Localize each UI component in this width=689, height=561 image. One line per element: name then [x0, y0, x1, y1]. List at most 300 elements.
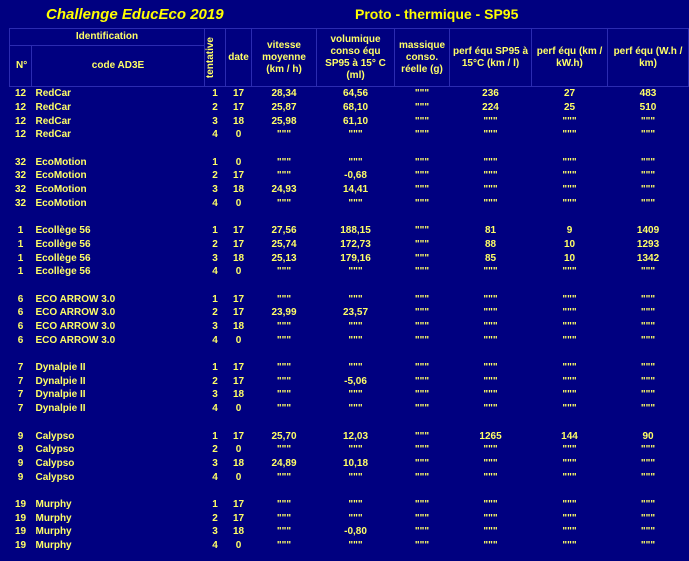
volume-consumption-cell: 172,73: [340, 238, 371, 250]
volume-consumption-cell: 64,56: [343, 88, 369, 100]
mass-consumption-cell: """: [414, 321, 430, 333]
attempt-cell: 1: [212, 430, 218, 442]
mass-consumption-cell: """: [414, 526, 430, 538]
date-cell: 17: [232, 307, 245, 319]
team-number-cell: 9: [17, 430, 24, 442]
speed-cell: """: [276, 129, 292, 141]
speed-cell: 24,93: [271, 184, 297, 196]
date-cell: 17: [232, 293, 245, 305]
group-spacer: [10, 484, 689, 498]
perf-whkm-cell: """: [640, 307, 656, 319]
team-name-cell: EcoMotion: [35, 170, 87, 182]
attempt-cell: 1: [212, 498, 218, 510]
speed-cell: """: [276, 389, 292, 401]
perf-kwh-cell: """: [562, 362, 577, 374]
speed-cell: 25,13: [271, 252, 297, 264]
date-cell: 17: [232, 498, 245, 510]
group-spacer: [10, 210, 689, 224]
team-number-cell: 32: [14, 197, 27, 209]
attempt-cell: 1: [212, 362, 218, 374]
speed-cell: """: [276, 334, 292, 346]
attempt-cell: 4: [212, 266, 218, 278]
team-number-cell: 12: [14, 88, 27, 100]
attempt-cell: 4: [212, 471, 218, 483]
perf-whkm-cell: 1293: [636, 238, 660, 250]
table-row: [10, 183, 689, 197]
attempt-cell: 2: [212, 307, 218, 319]
mass-consumption-cell: """: [414, 307, 430, 319]
volume-consumption-cell: """: [348, 512, 363, 524]
perf-whkm-cell: """: [640, 526, 656, 538]
volume-consumption-cell: """: [348, 471, 363, 483]
perf-kwh-cell: """: [562, 375, 577, 387]
team-name-cell: Calypso: [35, 471, 75, 483]
mass-consumption-cell: """: [414, 115, 430, 127]
team-number-cell: 19: [14, 526, 27, 538]
date-cell: 0: [235, 266, 242, 278]
team-number-cell: 12: [14, 102, 27, 114]
table-row: [10, 114, 689, 128]
perf-whkm-cell: """: [640, 293, 656, 305]
perf-sp95-cell: """: [483, 444, 498, 456]
team-number-cell: 32: [14, 184, 27, 196]
perf-sp95-cell: 81: [484, 225, 497, 237]
speed-cell: """: [276, 362, 292, 374]
mass-consumption-cell: """: [414, 334, 430, 346]
table-row: [10, 265, 689, 279]
table-row: [10, 238, 689, 252]
perf-sp95-cell: """: [483, 293, 498, 305]
team-name-cell: Dynalpie II: [35, 403, 86, 415]
mass-consumption-cell: """: [414, 184, 430, 196]
attempt-cell: 3: [212, 389, 218, 401]
team-name-cell: Murphy: [35, 540, 72, 552]
perf-whkm-cell: """: [640, 115, 656, 127]
volume-consumption-cell: 68,10: [343, 102, 369, 114]
mass-consumption-cell: """: [414, 389, 430, 401]
perf-whkm-cell: """: [640, 444, 656, 456]
perf-kwh-cell: """: [562, 403, 577, 415]
perf-sp95-cell: """: [483, 115, 498, 127]
date-cell: 17: [232, 88, 245, 100]
perf-whkm-cell: """: [640, 197, 656, 209]
table-row: [10, 169, 689, 183]
perf-kwh-cell: """: [562, 389, 577, 401]
team-number-cell: 32: [14, 170, 27, 182]
group-spacer: [10, 279, 689, 293]
attempt-cell: 3: [212, 184, 218, 196]
group-spacer: [10, 416, 689, 430]
team-number-cell: 12: [14, 115, 27, 127]
mass-consumption-cell: """: [414, 403, 430, 415]
mass-consumption-cell: """: [414, 129, 430, 141]
team-number-cell: 7: [17, 389, 24, 401]
date-cell: 0: [235, 403, 242, 415]
mass-consumption-cell: """: [414, 540, 430, 552]
date-cell: 18: [232, 252, 245, 264]
perf-kwh-cell: """: [562, 293, 577, 305]
perf-kwh-cell: """: [562, 197, 577, 209]
volume-consumption-cell: """: [348, 498, 363, 510]
volume-consumption-cell: 188,15: [340, 225, 371, 237]
attempt-cell: 1: [212, 225, 218, 237]
perf-sp95-cell: """: [483, 498, 498, 510]
attempt-cell: 4: [212, 403, 218, 415]
perf-sp95-cell: """: [483, 197, 498, 209]
volume-consumption-cell: """: [348, 334, 363, 346]
mass-consumption-cell: """: [414, 102, 430, 114]
table-row: [10, 470, 689, 484]
table-row: [10, 292, 689, 306]
table-row: [10, 429, 689, 443]
speed-cell: """: [276, 403, 292, 415]
mass-consumption-cell: """: [414, 156, 430, 168]
table-row: [10, 388, 689, 402]
attempt-cell: 4: [212, 334, 218, 346]
table-row: [10, 155, 689, 169]
header-volumique: volumique conso équ SP95 à 15° C (ml): [317, 29, 395, 87]
volume-consumption-cell: 23,57: [343, 307, 369, 319]
date-cell: 0: [235, 444, 242, 456]
volume-consumption-cell: 14,41: [343, 184, 369, 196]
team-number-cell: 7: [17, 403, 24, 415]
perf-sp95-cell: """: [483, 471, 498, 483]
header-tentative: tentative: [205, 36, 217, 79]
attempt-cell: 3: [212, 457, 218, 469]
perf-kwh-cell: 10: [563, 238, 576, 250]
team-name-cell: RedCar: [35, 88, 72, 100]
perf-whkm-cell: """: [640, 321, 656, 333]
table-row: [10, 306, 689, 320]
team-name-cell: RedCar: [35, 129, 72, 141]
speed-cell: 25,87: [271, 102, 297, 114]
date-cell: 18: [232, 457, 245, 469]
perf-kwh-cell: """: [562, 321, 577, 333]
team-number-cell: 7: [17, 362, 24, 374]
perf-sp95-cell: """: [483, 362, 498, 374]
volume-consumption-cell: """: [348, 444, 363, 456]
speed-cell: """: [276, 170, 292, 182]
team-number-cell: 1: [17, 238, 24, 250]
perf-whkm-cell: """: [640, 184, 656, 196]
team-name-cell: Ecollège 56: [35, 252, 91, 264]
volume-consumption-cell: """: [348, 540, 363, 552]
perf-sp95-cell: """: [483, 389, 498, 401]
table-row: [10, 525, 689, 539]
perf-kwh-cell: """: [562, 444, 577, 456]
team-name-cell: Ecollège 56: [35, 238, 91, 250]
mass-consumption-cell: """: [414, 293, 430, 305]
team-number-cell: 19: [14, 498, 27, 510]
attempt-cell: 4: [212, 540, 218, 552]
header-massique: massique conso. réelle (g): [395, 29, 450, 87]
speed-cell: """: [276, 540, 292, 552]
speed-cell: """: [276, 156, 292, 168]
team-name-cell: Calypso: [35, 430, 75, 442]
perf-kwh-cell: """: [562, 334, 577, 346]
table-body: [10, 87, 689, 553]
perf-whkm-cell: """: [640, 498, 656, 510]
perf-sp95-cell: """: [483, 540, 498, 552]
team-number-cell: 9: [17, 471, 24, 483]
date-cell: 0: [235, 540, 242, 552]
attempt-cell: 2: [212, 375, 218, 387]
perf-kwh-cell: """: [562, 129, 577, 141]
team-name-cell: Murphy: [35, 498, 72, 510]
table-row: [10, 374, 689, 388]
perf-sp95-cell: 88: [484, 238, 497, 250]
perf-whkm-cell: """: [640, 375, 656, 387]
header-code: code AD3E: [32, 46, 205, 87]
team-number-cell: 9: [17, 444, 24, 456]
perf-kwh-cell: """: [562, 170, 577, 182]
perf-kwh-cell: """: [562, 457, 577, 469]
table-row: [10, 402, 689, 416]
table-row: [10, 361, 689, 375]
volume-consumption-cell: 10,18: [343, 457, 369, 469]
perf-kwh-cell: """: [562, 526, 577, 538]
perf-sp95-cell: 236: [482, 88, 499, 100]
team-name-cell: Murphy: [35, 512, 72, 524]
volume-consumption-cell: """: [348, 293, 363, 305]
speed-cell: """: [276, 444, 292, 456]
volume-consumption-cell: """: [348, 389, 363, 401]
perf-whkm-cell: 1342: [636, 252, 660, 264]
date-cell: 17: [232, 238, 245, 250]
attempt-cell: 3: [212, 115, 218, 127]
attempt-cell: 3: [212, 252, 218, 264]
perf-whkm-cell: """: [640, 362, 656, 374]
table-row: [10, 457, 689, 471]
attempt-cell: 4: [212, 129, 218, 141]
date-cell: 17: [232, 225, 245, 237]
date-cell: 0: [235, 471, 242, 483]
perf-sp95-cell: """: [483, 375, 498, 387]
date-cell: 17: [232, 512, 245, 524]
volume-consumption-cell: 12,03: [343, 430, 369, 442]
perf-kwh-cell: """: [562, 266, 577, 278]
table-row: [10, 539, 689, 553]
perf-kwh-cell: """: [562, 540, 577, 552]
date-cell: 18: [232, 526, 245, 538]
perf-whkm-cell: 1409: [636, 225, 660, 237]
perf-whkm-cell: """: [640, 457, 656, 469]
perf-sp95-cell: """: [483, 526, 498, 538]
speed-cell: """: [276, 471, 292, 483]
mass-consumption-cell: """: [414, 498, 430, 510]
volume-consumption-cell: """: [348, 129, 363, 141]
attempt-cell: 3: [212, 526, 218, 538]
date-cell: 0: [235, 129, 242, 141]
table-row: [10, 251, 689, 265]
attempt-cell: 1: [212, 156, 218, 168]
perf-sp95-cell: """: [483, 184, 498, 196]
perf-sp95-cell: """: [483, 156, 498, 168]
volume-consumption-cell: """: [348, 266, 363, 278]
table-row: [10, 87, 689, 101]
volume-consumption-cell: -0,80: [344, 526, 367, 538]
table-row: [10, 320, 689, 334]
perf-kwh-cell: """: [562, 498, 577, 510]
speed-cell: """: [276, 293, 292, 305]
team-name-cell: Murphy: [35, 526, 72, 538]
table-row: [10, 333, 689, 347]
speed-cell: 28,34: [271, 88, 297, 100]
perf-kwh-cell: 10: [563, 252, 576, 264]
team-number-cell: 32: [14, 156, 27, 168]
volume-consumption-cell: """: [348, 403, 363, 415]
table-row: [10, 443, 689, 457]
perf-whkm-cell: 510: [639, 102, 657, 114]
perf-sp95-cell: 85: [484, 252, 497, 264]
date-cell: 17: [232, 102, 245, 114]
perf-kwh-cell: 25: [563, 102, 576, 114]
perf-whkm-cell: """: [640, 156, 656, 168]
speed-cell: 25,98: [271, 115, 297, 127]
mass-consumption-cell: """: [414, 197, 430, 209]
team-number-cell: 6: [17, 307, 24, 319]
mass-consumption-cell: """: [414, 471, 430, 483]
speed-cell: """: [276, 512, 292, 524]
perf-whkm-cell: 90: [642, 430, 654, 442]
team-number-cell: 6: [17, 334, 24, 346]
perf-whkm-cell: """: [640, 540, 656, 552]
volume-consumption-cell: -0,68: [344, 170, 367, 182]
attempt-cell: 1: [212, 293, 218, 305]
perf-whkm-cell: """: [640, 403, 656, 415]
team-name-cell: ECO ARROW 3.0: [35, 293, 116, 305]
volume-consumption-cell: -5,06: [344, 375, 367, 387]
perf-sp95-cell: """: [483, 403, 498, 415]
speed-cell: 25,74: [271, 238, 297, 250]
team-name-cell: Ecollège 56: [35, 225, 91, 237]
speed-cell: """: [276, 321, 292, 333]
speed-cell: """: [276, 266, 292, 278]
perf-sp95-cell: """: [483, 457, 498, 469]
team-name-cell: ECO ARROW 3.0: [35, 321, 116, 333]
team-name-cell: Calypso: [35, 457, 75, 469]
table-row: [10, 224, 689, 238]
group-spacer: [10, 347, 689, 361]
team-name-cell: Dynalpie II: [35, 362, 86, 374]
volume-consumption-cell: """: [348, 362, 363, 374]
perf-kwh-cell: """: [562, 307, 577, 319]
perf-whkm-cell: """: [640, 266, 656, 278]
team-number-cell: 1: [17, 225, 24, 237]
volume-consumption-cell: """: [348, 156, 363, 168]
team-name-cell: ECO ARROW 3.0: [35, 334, 116, 346]
volume-consumption-cell: 179,16: [340, 252, 371, 264]
mass-consumption-cell: """: [414, 444, 430, 456]
perf-whkm-cell: """: [640, 129, 656, 141]
attempt-cell: 2: [212, 170, 218, 182]
mass-consumption-cell: """: [414, 512, 430, 524]
perf-kwh-cell: """: [562, 156, 577, 168]
table-row: [10, 511, 689, 525]
date-cell: 17: [232, 430, 245, 442]
date-cell: 18: [232, 115, 245, 127]
mass-consumption-cell: """: [414, 362, 430, 374]
team-name-cell: Dynalpie II: [35, 389, 86, 401]
team-name-cell: RedCar: [35, 102, 72, 114]
attempt-cell: 2: [212, 102, 218, 114]
attempt-cell: 4: [212, 197, 218, 209]
perf-sp95-cell: """: [483, 170, 498, 182]
mass-consumption-cell: """: [414, 375, 430, 387]
perf-whkm-cell: """: [640, 389, 656, 401]
attempt-cell: 1: [212, 88, 218, 100]
mass-consumption-cell: """: [414, 88, 430, 100]
perf-sp95-cell: 224: [482, 102, 499, 114]
team-name-cell: EcoMotion: [35, 156, 87, 168]
table-row: [10, 197, 689, 211]
header-date: date: [226, 29, 252, 87]
mass-consumption-cell: """: [414, 170, 430, 182]
perf-kwh-cell: """: [562, 184, 577, 196]
team-number-cell: 6: [17, 321, 24, 333]
team-number-cell: 9: [17, 457, 24, 469]
mass-consumption-cell: """: [414, 266, 430, 278]
team-number-cell: 6: [17, 293, 24, 305]
header-perf-kwh: perf équ (km / kW.h): [532, 29, 608, 87]
team-number-cell: 1: [17, 252, 24, 264]
attempt-cell: 2: [212, 512, 218, 524]
date-cell: 18: [232, 389, 245, 401]
mass-consumption-cell: """: [414, 252, 430, 264]
header-perf-sp95: perf équ SP95 à 15°C (km / l): [450, 29, 532, 87]
perf-kwh-cell: """: [562, 471, 577, 483]
perf-whkm-cell: """: [640, 512, 656, 524]
volume-consumption-cell: """: [348, 197, 363, 209]
team-name-cell: Dynalpie II: [35, 375, 86, 387]
volume-consumption-cell: 61,10: [343, 115, 369, 127]
group-spacer: [10, 142, 689, 156]
speed-cell: 27,56: [271, 225, 297, 237]
team-name-cell: ECO ARROW 3.0: [35, 307, 116, 319]
attempt-cell: 3: [212, 321, 218, 333]
perf-kwh-cell: 9: [566, 225, 573, 237]
header-number: N°: [10, 46, 32, 87]
perf-sp95-cell: """: [483, 129, 498, 141]
volume-consumption-cell: """: [348, 321, 363, 333]
header-vitesse: vitesse moyenne (km / h): [252, 29, 317, 87]
perf-kwh-cell: 27: [563, 88, 576, 100]
perf-sp95-cell: """: [483, 307, 498, 319]
speed-cell: """: [276, 498, 292, 510]
perf-kwh-cell: 144: [561, 430, 578, 442]
team-name-cell: Ecollège 56: [35, 266, 91, 278]
table-row: [10, 101, 689, 115]
page-title: Challenge EducEco 2019: [46, 6, 224, 23]
mass-consumption-cell: """: [414, 457, 430, 469]
attempt-cell: 2: [212, 238, 218, 250]
speed-cell: 24,89: [271, 457, 297, 469]
team-number-cell: 12: [14, 129, 27, 141]
header-perf-whkm: perf équ (W.h / km): [608, 29, 689, 87]
team-number-cell: 19: [14, 540, 27, 552]
team-number-cell: 7: [17, 375, 24, 387]
perf-whkm-cell: """: [640, 471, 656, 483]
date-cell: 17: [232, 375, 245, 387]
perf-sp95-cell: """: [483, 334, 498, 346]
perf-sp95-cell: """: [483, 266, 498, 278]
perf-whkm-cell: 483: [639, 88, 657, 100]
page-subtitle: Proto - thermique - SP95: [355, 6, 519, 22]
date-cell: 0: [235, 156, 242, 168]
mass-consumption-cell: """: [414, 238, 430, 250]
mass-consumption-cell: """: [414, 225, 430, 237]
perf-sp95-cell: 1265: [479, 430, 502, 442]
